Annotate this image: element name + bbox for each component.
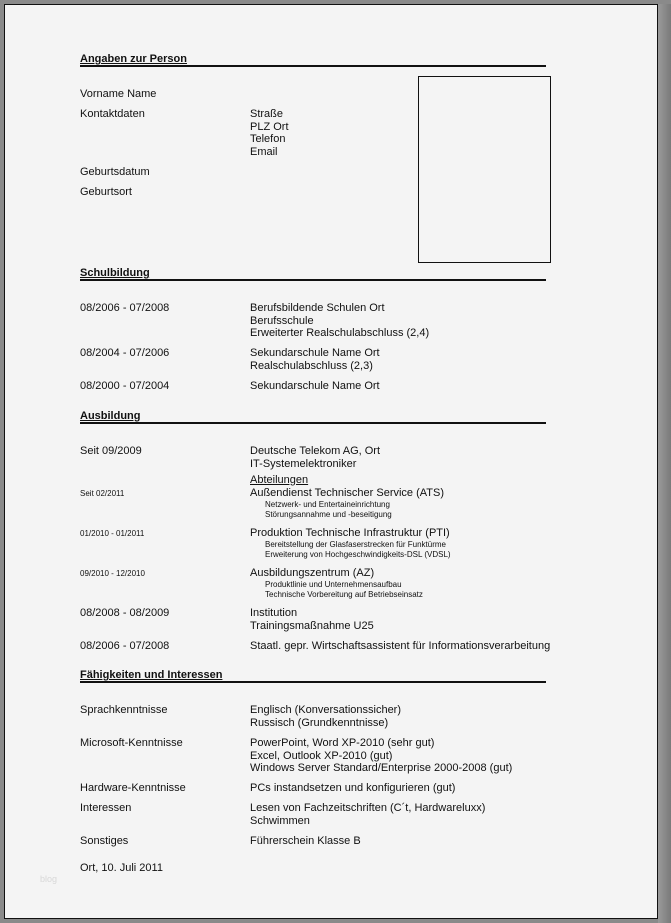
training-date: 08/2006 - 07/2008 (80, 640, 170, 652)
skill-label: Microsoft-Kenntnisse (80, 737, 183, 749)
contact-street: Straße (250, 108, 284, 120)
department-title: Produktion Technische Infrastruktur (PTI) (250, 527, 450, 539)
department-detail: Bereitstellung der Glasfaserstrecken für Funktürme (265, 540, 446, 549)
school-line: Realschulabschluss (2,3) (250, 360, 373, 372)
training-date: 08/2008 - 08/2009 (80, 607, 170, 619)
skill-line: Englisch (Konversationssicher) (250, 704, 402, 716)
training-line: Trainingsmaßnahme U25 (250, 620, 374, 632)
school-date: 08/2006 - 07/2008 (80, 302, 170, 314)
section-heading-school: Schulbildung (80, 267, 546, 281)
department-date: 01/2010 - 01/2011 (80, 529, 145, 538)
department-detail: Störungsannahme und -beseitigung (265, 510, 392, 519)
department-date: Seit 02/2011 (80, 489, 125, 498)
skill-line: Lesen von Fachzeitschriften (C´t, Hardwareluxx) (250, 802, 486, 814)
department-date: 09/2010 - 12/2010 (80, 569, 145, 578)
department-detail: Technische Vorbereitung auf Betriebseinsatz (265, 590, 423, 599)
skill-label: Sprachkenntnisse (80, 704, 168, 716)
department-title: Ausbildungszentrum (AZ) (250, 567, 375, 579)
section-heading-training: Ausbildung (80, 410, 546, 424)
page-shadow (658, 4, 671, 923)
contact-email: Email (250, 146, 278, 158)
school-line: Berufsschule (250, 315, 314, 327)
training-line: IT-Systemelektroniker (250, 458, 357, 470)
training-line: Staatl. gepr. Wirtschaftsassistent für Informationsverarbeitung (250, 640, 551, 652)
skill-line: Führerschein Klasse B (250, 835, 361, 847)
department-detail: Erweiterung von Hochgeschwindigkeits-DSL (VDSL) (265, 550, 451, 559)
skill-line: Schwimmen (250, 815, 310, 827)
cv-page (4, 4, 658, 919)
section-heading-skills: Fähigkeiten und Interessen (80, 669, 546, 683)
watermark: blog (40, 874, 58, 884)
school-date: 08/2004 - 07/2006 (80, 347, 170, 359)
skill-line: PCs instandsetzen und konfigurieren (gut) (250, 782, 456, 794)
department-detail: Netzwerk- und Entertaineinrichtung (265, 500, 390, 509)
school-date: 08/2000 - 07/2004 (80, 380, 170, 392)
contact-label: Kontaktdaten (80, 108, 145, 120)
birthplace-label: Geburtsort (80, 186, 132, 198)
skill-line: Russisch (Grundkenntnisse) (250, 717, 389, 729)
school-line: Berufsbildende Schulen Ort (250, 302, 385, 314)
training-line: Institution (250, 607, 298, 619)
training-line: Deutsche Telekom AG, Ort (250, 445, 381, 457)
school-line: Sekundarschule Name Ort (250, 347, 380, 359)
skill-line: PowerPoint, Word XP-2010 (sehr gut) (250, 737, 435, 749)
school-line: Sekundarschule Name Ort (250, 380, 380, 392)
skill-line: Windows Server Standard/Enterprise 2000-2008 (gut) (250, 762, 513, 774)
skill-label: Interessen (80, 802, 132, 814)
photo-placeholder (418, 76, 551, 263)
school-line: Erweiterter Realschulabschluss (2,4) (250, 327, 430, 339)
skill-label: Hardware-Kenntnisse (80, 782, 186, 794)
departments-label: Abteilungen (250, 474, 309, 486)
skill-label: Sonstiges (80, 835, 129, 847)
department-detail: Produktlinie und Unternehmensaufbau (265, 580, 402, 589)
contact-phone: Telefon (250, 133, 286, 145)
contact-city: PLZ Ort (250, 121, 289, 133)
training-date: Seit 09/2009 (80, 445, 142, 457)
place-date: Ort, 10. Juli 2011 (80, 862, 163, 874)
birthdate-label: Geburtsdatum (80, 166, 150, 178)
name-label: Vorname Name (80, 88, 157, 100)
skill-line: Excel, Outlook XP-2010 (gut) (250, 750, 393, 762)
department-title: Außendienst Technischer Service (ATS) (250, 487, 445, 499)
section-heading-person: Angaben zur Person (80, 53, 546, 67)
